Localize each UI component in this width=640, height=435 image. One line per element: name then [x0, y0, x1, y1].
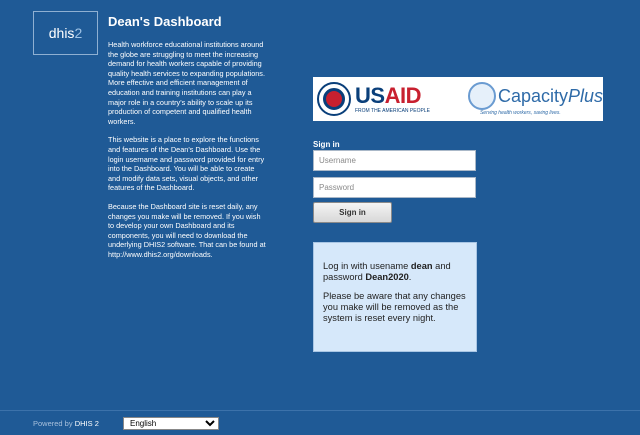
capacity-word: Capacity: [497, 86, 568, 106]
login-info-box: [313, 242, 477, 352]
intro-paragraph-1: Health workforce educational institutions around the globe are struggling to meet the increasing demand for health workers capable of providing quality health services to expanding populations. More effective and efficient management of education and training institutions can play a major role in a country's ability to scale up its production of competent and qualified health workers.: [108, 40, 265, 126]
signin-heading: Sign in: [313, 140, 340, 149]
usaid-logo: [313, 77, 462, 121]
password-input[interactable]: [313, 177, 476, 198]
demo-password: Dean2020: [365, 272, 409, 282]
language-select[interactable]: [123, 417, 219, 430]
page-title: Dean's Dashboard: [108, 14, 222, 29]
demo-username: dean: [410, 261, 433, 271]
usaid-tagline: FROM THE AMERICAN PEOPLE: [355, 107, 430, 114]
usaid-seal-icon: [317, 82, 351, 116]
credentials-prefix: Log in with usename: [323, 261, 411, 271]
credentials-suffix: .: [408, 272, 412, 282]
usaid-aid: AID: [384, 82, 421, 108]
signin-button[interactable]: Sign in: [313, 202, 392, 223]
powered-by-label: Powered by: [33, 419, 75, 428]
intro-paragraph-2: This website is a place to explore the functions and features of the Dean's Dashboard. Use the login username and password provided for entry into the Dashboard. You will be able to create and modify data sets, visual objects, and other features of the Dashboard.: [108, 135, 265, 193]
username-input[interactable]: [313, 150, 476, 171]
logo-text: dhis: [48, 25, 75, 41]
logo-number: 2: [74, 25, 83, 41]
credentials-middle: and password: [323, 261, 451, 282]
dhis2-logo: [33, 11, 98, 55]
capacityplus-tagline: Serving health workers, saving lives.: [479, 110, 561, 116]
login-credentials-text: [323, 261, 470, 283]
partner-logos-banner: [313, 77, 603, 121]
powered-by: [33, 419, 99, 428]
intro-text: [108, 40, 266, 268]
dhis2-link[interactable]: DHIS 2: [74, 419, 99, 428]
usaid-us: US: [355, 82, 385, 108]
plus-word: Plus: [567, 86, 603, 106]
footer-divider: [0, 410, 640, 411]
capacityplus-logo: [462, 82, 603, 116]
intro-paragraph-3: Because the Dashboard site is reset daily, any changes you make will be removed. If you wish to develop your own Dashboard and its components, you will need to download the underlying DHIS2 software. That can be found at http://www.dhis2.org/downloads.: [108, 201, 266, 259]
globe-icon: [468, 82, 496, 110]
reset-warning-text: Please be aware that any changes you make will be removed as the system is reset every night.: [323, 291, 466, 323]
